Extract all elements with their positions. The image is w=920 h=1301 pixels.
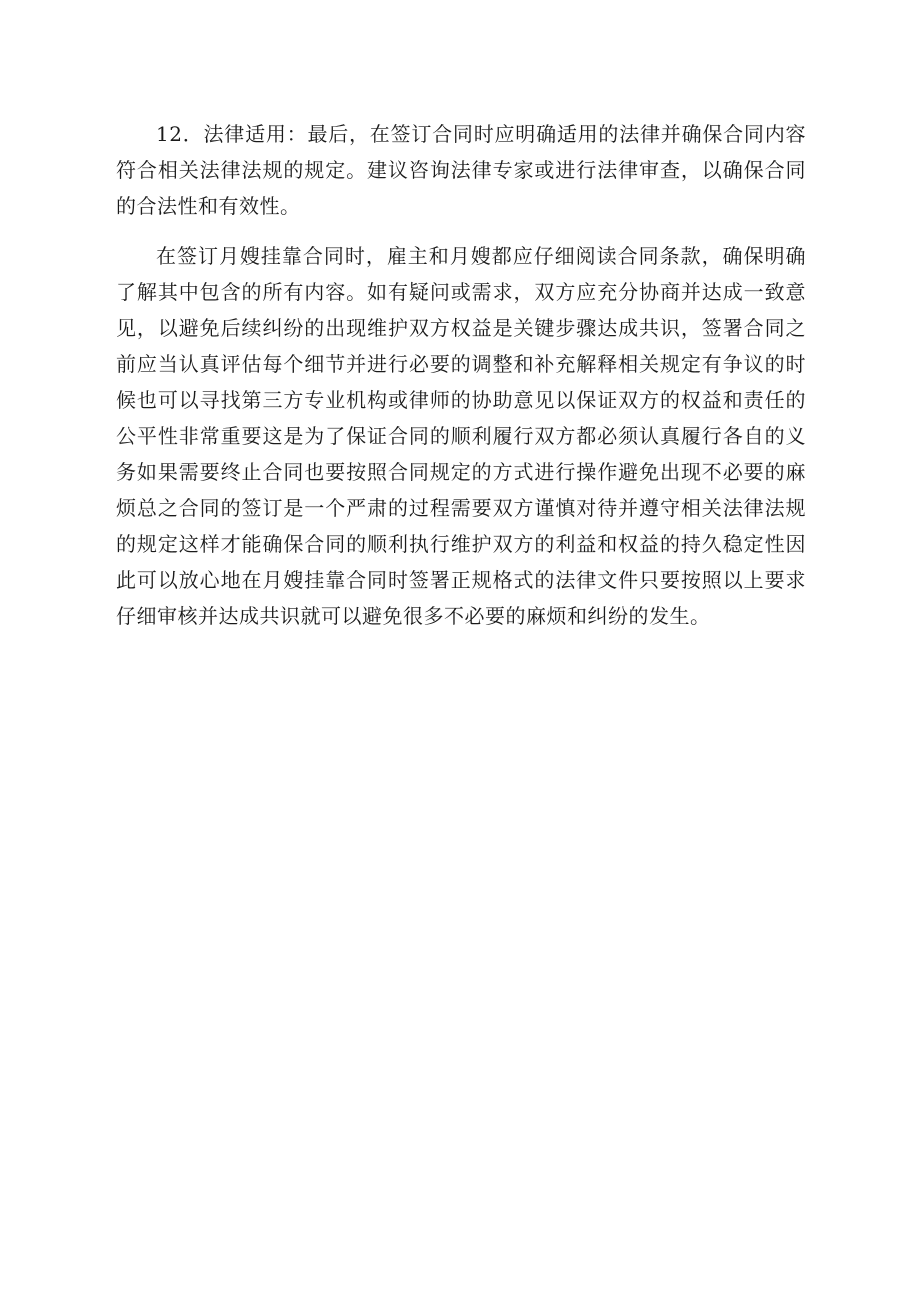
paragraph-legal-applicability: 12．法律适用：最后，在签订合同时应明确适用的法律并确保合同内容符合相关法律法规的规定。建议咨询法律专家或进行法律审查，以确保合同的合法性和有效性。 bbox=[116, 122, 806, 218]
paragraph-signing-advice: 在签订月嫂挂靠合同时，雇主和月嫂都应仔细阅读合同条款，确保明确了解其中包含的所有内容。如有疑问或需求，双方应充分协商并达成一致意见，以避免后续纠纷的出现维护双方权益是关键步骤达成共识，签署合同之前应当认真评估每个细节并进行必要的调整和补充解释相关规定有争议的时候也可以寻找第三方专业机构或律师的协助意见以保证双方的权益和责任的公平性非常重要这是为了保证合同的顺利履行双方都必须认真履行各自的义务如果需要终止合同也要按照合同规定的方式进行操作避免出现不必要的麻烦总之合同的签订是一个严肃的过程需要双方谨慎对待并遵守相关法律法规的规定这样才能确保合同的顺利执行维护双方的利益和权益的持久稳定性因此可以放心地在月嫂挂靠合同时签署正规格式的法律文件只要按照以上要求仔细审核并达成共识就可以避免很多不必要的麻烦和纠纷的发生。 bbox=[116, 244, 806, 628]
document-body bbox=[116, 116, 806, 634]
